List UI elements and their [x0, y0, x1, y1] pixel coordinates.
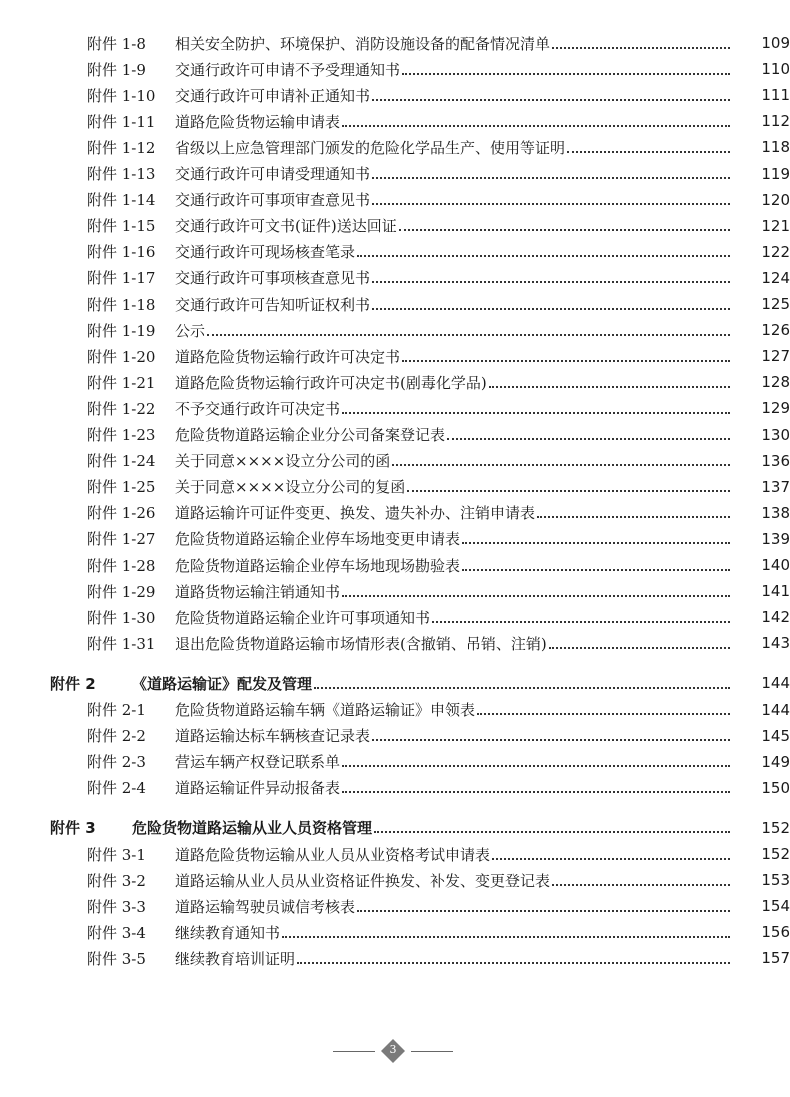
toc-entry-page: 110	[761, 60, 790, 79]
toc-entry-title: 交通行政许可事项核查意见书	[175, 269, 371, 288]
toc-entry-number: 附件 3-5	[87, 949, 146, 968]
toc-entry-page: 138	[761, 503, 790, 522]
toc-entry-page: 120	[761, 190, 790, 209]
toc-entry-title: 关于同意××××设立分公司的函	[175, 452, 391, 471]
footer-rule-left	[333, 1051, 375, 1052]
toc-entry-page: 111	[761, 86, 790, 105]
toc-entry-number: 附件 1-21	[87, 373, 156, 392]
toc-dot-leader	[342, 110, 730, 127]
toc-entry-number: 附件 3	[50, 819, 96, 838]
toc-entry-number: 附件 1-12	[87, 138, 156, 157]
toc-entry[interactable]	[0, 422, 790, 448]
toc-entry[interactable]	[0, 395, 790, 421]
toc-dot-leader	[432, 606, 730, 623]
toc-dot-leader	[297, 947, 730, 964]
toc-entry-title: 道路运输驾驶员诚信考核表	[175, 897, 356, 916]
toc-entry-number: 附件 1-11	[87, 112, 156, 131]
toc-entry-number: 附件 3-1	[87, 845, 146, 864]
toc-entry-page: 149	[761, 752, 790, 771]
toc-entry-page: 125	[761, 295, 790, 313]
toc-entry-page: 144	[761, 674, 790, 693]
toc-entry[interactable]	[0, 291, 790, 317]
toc-entry-number: 附件 1-13	[87, 165, 156, 183]
toc-dot-leader	[407, 475, 730, 492]
toc-entry-title: 继续教育通知书	[175, 923, 281, 942]
toc-dot-leader	[372, 162, 730, 179]
toc-entry[interactable]	[0, 56, 790, 82]
toc-entry[interactable]	[0, 552, 790, 578]
toc-entry-number: 附件 1-15	[87, 217, 156, 236]
toc-entry-page: 152	[761, 818, 790, 837]
toc-entry-number: 附件 2-3	[87, 753, 146, 772]
toc-entry[interactable]	[0, 317, 790, 343]
toc-entry-title: 危险货物道路运输企业停车场地现场勘验表	[175, 556, 461, 575]
toc-dot-leader	[372, 724, 730, 741]
toc-entry[interactable]	[0, 30, 790, 56]
toc-entry-title: 危险货物道路运输车辆《道路运输证》申领表	[175, 701, 476, 719]
toc-dot-leader	[342, 580, 730, 597]
toc-entry-page: 139	[761, 529, 790, 548]
toc-entry-number: 附件 1-14	[87, 191, 156, 210]
toc-entry[interactable]	[0, 775, 790, 801]
toc-entry-number: 附件 3-4	[87, 923, 146, 942]
toc-entry-number: 附件 1-27	[87, 530, 156, 549]
toc-entry-page: 145	[761, 726, 790, 745]
toc-entry[interactable]	[0, 526, 790, 552]
toc-dot-leader	[357, 895, 730, 912]
toc-entry-number: 附件 3-2	[87, 871, 146, 890]
toc-entry-page: 137	[761, 477, 790, 496]
toc-entry-number: 附件 2-4	[87, 779, 146, 798]
toc-entry[interactable]	[0, 723, 790, 749]
toc-entry[interactable]	[0, 749, 790, 775]
toc-entry-title: 道路危险货物运输从业人员从业资格考试申请表	[175, 845, 491, 864]
toc-entry[interactable]	[0, 265, 790, 291]
toc-dot-leader	[372, 293, 730, 310]
toc-entry-page: 152	[761, 845, 790, 863]
toc-entry-number: 附件 1-18	[87, 295, 156, 314]
toc-entry-number: 附件 1-9	[87, 60, 146, 79]
toc-dot-leader	[567, 136, 730, 153]
toc-entry[interactable]	[0, 343, 790, 369]
toc-section-header[interactable]	[0, 670, 790, 696]
toc-dot-leader	[342, 397, 730, 414]
toc-dot-leader	[342, 750, 730, 767]
toc-entry-page: 121	[761, 216, 790, 235]
toc-entry-page: 143	[761, 634, 790, 653]
toc-entry-title: 道路运输证件异动报备表	[175, 779, 341, 798]
toc-entry[interactable]	[0, 108, 790, 134]
toc-entry-page: 119	[761, 164, 790, 183]
toc-entry[interactable]	[0, 448, 790, 474]
toc-entry[interactable]	[0, 919, 790, 945]
toc-entry-title: 危险货物道路运输从业人员资格管理	[132, 819, 373, 838]
toc-dot-leader	[372, 188, 730, 205]
toc-entry-page: 128	[761, 373, 790, 392]
toc-section-header[interactable]	[0, 815, 790, 841]
toc-entry-title: 道路危险货物运输申请表	[175, 112, 341, 131]
toc-entry-page: 142	[761, 608, 790, 627]
toc-entry-page: 124	[761, 268, 790, 287]
toc-entry-title: 危险货物道路运输企业分公司备案登记表	[175, 426, 446, 444]
toc-dot-leader	[372, 266, 730, 283]
toc-dot-leader	[314, 672, 730, 689]
toc-entry-number: 附件 3-3	[87, 897, 146, 916]
toc-dot-leader	[552, 32, 730, 49]
toc-dot-leader	[462, 554, 730, 571]
toc-entry-title: 道路运输达标车辆核查记录表	[175, 727, 371, 746]
toc-entry-title: 危险货物道路运输企业停车场地变更申请表	[175, 530, 461, 549]
toc-dot-leader	[207, 319, 730, 336]
toc-entry-number: 附件 2	[50, 674, 96, 693]
toc-entry-number: 附件 1-26	[87, 504, 156, 523]
toc-entry-title: 营运车辆产权登记联系单	[175, 753, 341, 772]
toc-entry-number: 附件 1-16	[87, 243, 156, 262]
toc-entry-number: 附件 1-23	[87, 426, 156, 444]
toc-entry-title: 交通行政许可申请补正通知书	[175, 86, 371, 105]
toc-entry-title: 省级以上应急管理部门颁发的危险化学品生产、使用等证明	[175, 138, 566, 157]
toc-entry[interactable]	[0, 474, 790, 500]
toc-entry-number: 附件 1-10	[87, 86, 156, 105]
toc-entry-page: 157	[761, 949, 790, 968]
toc-entry-page: 154	[761, 897, 790, 916]
toc-entry-title: 交通行政许可申请受理通知书	[175, 165, 371, 183]
toc-entry-page: 109	[761, 34, 790, 52]
toc-dot-leader	[549, 632, 730, 649]
toc-entry-title: 相关安全防护、环境保护、消防设施设备的配备情况清单	[175, 34, 551, 53]
toc-entry-page: 122	[761, 242, 790, 261]
toc-entry-title: 交通行政许可申请不予受理通知书	[175, 60, 401, 79]
toc-entry-title: 交通行政许可现场核查笔录	[175, 243, 356, 262]
toc-entry[interactable]	[0, 578, 790, 604]
toc-dot-leader	[372, 84, 730, 101]
toc-entry-title: 交通行政许可文书(证件)送达回证	[175, 217, 397, 236]
toc-entry-number: 附件 2-1	[87, 701, 146, 719]
toc-entry-title: 不予交通行政许可决定书	[175, 399, 341, 418]
toc-dot-leader	[402, 345, 730, 362]
toc-entry-page: 150	[761, 778, 790, 797]
toc-entry[interactable]	[0, 161, 790, 187]
toc-entry-title: 继续教育培训证明	[175, 949, 296, 968]
toc-dot-leader	[399, 214, 730, 231]
toc-entry-number: 附件 1-31	[87, 634, 156, 653]
page-footer	[0, 1035, 790, 1069]
toc-entry[interactable]	[0, 893, 790, 919]
toc-dot-leader	[462, 527, 730, 544]
toc-entry-title: 交通行政许可事项审查意见书	[175, 191, 371, 210]
toc-entry-title: 交通行政许可告知听证权利书	[175, 295, 371, 314]
toc-entry-title: 公示	[175, 321, 206, 340]
toc-entry-page: 129	[761, 399, 790, 418]
toc-entry[interactable]	[0, 604, 790, 630]
toc-dot-leader	[374, 816, 730, 833]
toc-entry-page: 136	[761, 451, 790, 470]
toc-entry-title: 道路运输许可证件变更、换发、遗失补办、注销申请表	[175, 504, 536, 523]
toc-entry-page: 153	[761, 871, 790, 890]
toc-dot-leader	[402, 58, 730, 75]
toc-dot-leader	[342, 776, 730, 793]
toc-entry[interactable]	[0, 134, 790, 160]
toc-entry-page: 127	[761, 347, 790, 366]
toc-entry-number: 附件 1-17	[87, 269, 156, 288]
toc-dot-leader	[537, 501, 730, 518]
toc-entry-title: 《道路运输证》配发及管理	[132, 674, 313, 693]
toc-entry[interactable]	[0, 82, 790, 108]
toc-entry[interactable]	[0, 697, 790, 723]
toc-dot-leader	[489, 371, 730, 388]
toc-entry-page: 126	[761, 321, 790, 340]
toc-entry-number: 附件 2-2	[87, 727, 146, 746]
footer-rule-right	[411, 1051, 453, 1052]
toc-entry-title: 关于同意××××设立分公司的复函	[175, 478, 406, 497]
toc-entry-page: 156	[761, 923, 790, 942]
toc-entry-number: 附件 1-24	[87, 452, 156, 471]
toc-entry[interactable]	[0, 841, 790, 867]
toc-entry[interactable]	[0, 500, 790, 526]
toc-entry-number: 附件 1-29	[87, 582, 156, 601]
toc-dot-leader	[392, 449, 730, 466]
toc-entry-number: 附件 1-22	[87, 399, 156, 418]
toc-entry[interactable]	[0, 187, 790, 213]
toc-entry-number: 附件 1-25	[87, 478, 156, 497]
toc-entry[interactable]	[0, 369, 790, 395]
toc-entry-page: 112	[761, 112, 790, 131]
toc-entry[interactable]	[0, 867, 790, 893]
toc-entry-title: 道路危险货物运输行政许可决定书(剧毒化学品)	[175, 373, 487, 392]
toc-dot-leader	[492, 843, 730, 860]
toc-dot-leader	[552, 869, 730, 886]
toc-entry-page: 144	[761, 700, 790, 719]
toc-entry[interactable]	[0, 213, 790, 239]
toc-entry-title: 道路运输从业人员从业资格证件换发、补发、变更登记表	[175, 871, 551, 890]
toc-entry-page: 141	[761, 582, 790, 601]
toc-entry-title: 退出危险货物道路运输市场情形表(含撤销、吊销、注销)	[175, 634, 547, 653]
toc-entry-title: 道路货物运输注销通知书	[175, 582, 341, 601]
toc-dot-leader	[282, 921, 730, 938]
toc-dot-leader	[447, 423, 730, 440]
toc-entry-number: 附件 1-8	[87, 34, 146, 53]
toc-dot-leader	[477, 698, 730, 715]
toc-entry-page: 118	[761, 138, 790, 157]
toc-entry-page: 140	[761, 556, 790, 574]
toc-dot-leader	[357, 240, 730, 257]
toc-entry[interactable]	[0, 239, 790, 265]
toc-entry-number: 附件 1-28	[87, 556, 156, 575]
toc-entry-number: 附件 1-20	[87, 347, 156, 366]
toc-entry-number: 附件 1-30	[87, 608, 156, 627]
toc-entry-title: 危险货物道路运输企业许可事项通知书	[175, 608, 431, 627]
toc-entry-number: 附件 1-19	[87, 321, 156, 340]
toc-entry[interactable]	[0, 630, 790, 656]
toc-entry-title: 道路危险货物运输行政许可决定书	[175, 347, 401, 366]
toc-entry-page: 130	[761, 425, 790, 444]
page-number: 3	[389, 1043, 397, 1056]
toc-entry[interactable]	[0, 945, 790, 971]
